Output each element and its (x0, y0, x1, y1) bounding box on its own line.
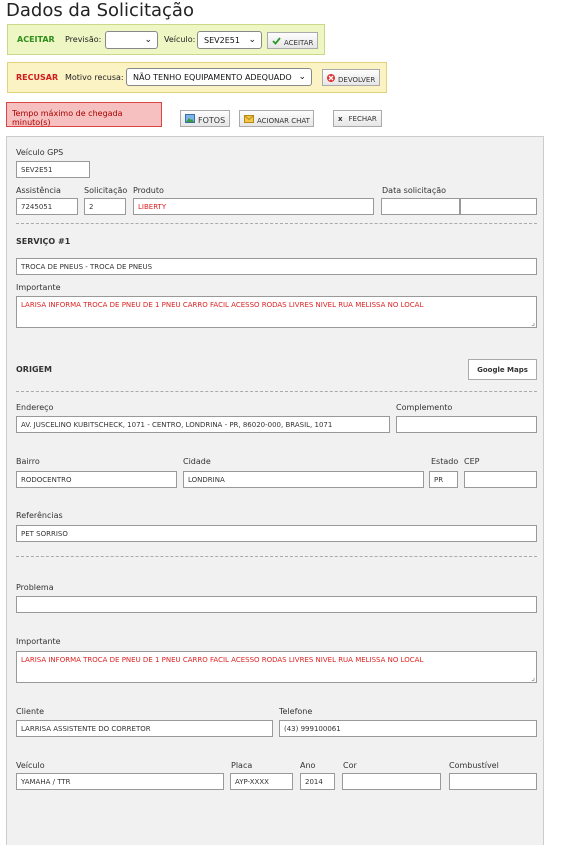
combustivel-label: Combustível (449, 761, 499, 770)
check-icon (272, 37, 281, 47)
motivo-value: NÃO TENHO EQUIPAMENTO ADEQUADO (133, 73, 292, 82)
chat-button-label: ACIONAR CHAT (257, 117, 310, 125)
referencias-field[interactable]: PET SORRISO (16, 525, 537, 542)
estado-label: Estado (431, 457, 459, 466)
estado-field[interactable]: PR (429, 471, 458, 488)
veiculo-select[interactable] (197, 31, 262, 49)
produto-field[interactable]: LIBERTY (133, 198, 374, 215)
chevron-down-icon: ⌄ (248, 35, 256, 45)
arrival-time-warning: Tempo máximo de chegada minuto(s) (6, 102, 162, 127)
x-red-icon (327, 74, 335, 84)
motivo-label: Motivo recusa: (65, 73, 124, 82)
divider (16, 223, 537, 224)
chevron-down-icon: ⌄ (298, 72, 306, 82)
importante-textarea[interactable] (16, 651, 537, 683)
origem-section-title: ORIGEM (16, 365, 52, 374)
veiculo-gps-label: Veículo GPS (16, 148, 64, 157)
page-title: Dados da Solicitação (6, 0, 194, 21)
divider (16, 391, 537, 392)
produto-label: Produto (133, 186, 164, 195)
importante-text: LARISA INFORMA TROCA DE PNEU DE 1 PNEU CARRO FACIL ACESSO RODAS LIVRES NIVEL RUA MELISSA NO LOCAL (21, 656, 424, 664)
solicitacao-field[interactable]: 2 (84, 198, 126, 215)
cliente-field[interactable]: LARRISA ASSISTENTE DO CORRETOR (16, 720, 273, 737)
data-solicitacao-date-field[interactable] (381, 198, 460, 215)
complemento-label: Complemento (396, 403, 453, 412)
assistencia-label: Assistência (16, 186, 61, 195)
data-solicitacao-time-field[interactable] (460, 198, 537, 215)
problema-label: Problema (16, 583, 54, 592)
bairro-label: Bairro (16, 457, 40, 466)
combustivel-field[interactable] (449, 773, 537, 790)
veiculo-label: Veículo: (164, 35, 196, 44)
ano-field[interactable]: 2014 (300, 773, 335, 790)
importante-label: Importante (16, 283, 61, 292)
previsao-label: Previsão: (65, 35, 102, 44)
request-details-panel (6, 136, 544, 845)
cidade-field[interactable]: LONDRINA (183, 471, 424, 488)
google-maps-button[interactable]: Google Maps (468, 359, 537, 380)
refuse-bar (7, 62, 387, 93)
accept-bar (7, 24, 325, 55)
placa-label: Placa (231, 761, 253, 770)
endereco-label: Endereço (16, 403, 54, 412)
veiculo-label: Veículo (16, 761, 45, 770)
cliente-label: Cliente (16, 707, 45, 716)
return-button[interactable] (322, 69, 380, 86)
cep-field[interactable] (464, 471, 537, 488)
referencias-label: Referências (16, 511, 63, 520)
motivo-select[interactable] (126, 68, 312, 86)
importante-textarea[interactable] (16, 296, 537, 328)
cep-label: CEP (464, 457, 480, 466)
cor-field[interactable] (342, 773, 441, 790)
veiculo-gps-field[interactable]: SEV2E51 (16, 161, 90, 178)
photos-button[interactable] (180, 110, 230, 127)
accept-button-label: ACEITAR (284, 39, 314, 47)
close-button[interactable] (333, 110, 382, 127)
refuse-label: RECUSAR (16, 73, 59, 82)
telefone-label: Telefone (279, 707, 313, 716)
image-icon (185, 114, 195, 125)
accept-label: ACEITAR (17, 35, 55, 44)
assistencia-field[interactable]: 7245051 (16, 198, 78, 215)
accept-button[interactable] (267, 32, 318, 49)
previsao-select[interactable] (105, 31, 158, 49)
servico-section-title: SERVIÇO #1 (16, 237, 71, 246)
endereco-field[interactable]: AV. JUSCELINO KUBITSCHECK, 1071 - CENTRO, LONDRINA - PR, 86020-000, BRASIL, 1071 (16, 416, 390, 433)
divider (16, 556, 537, 557)
telefone-field[interactable]: (43) 999100061 (279, 720, 537, 737)
ano-label: Ano (300, 761, 316, 770)
solicitacao-label: Solicitação (84, 186, 128, 195)
close-button-label: FECHAR (348, 115, 377, 123)
envelope-icon (244, 115, 254, 125)
resize-grip-icon[interactable]: ⌟ (531, 673, 535, 682)
bairro-field[interactable]: RODOCENTRO (16, 471, 177, 488)
importante-text: LARISA INFORMA TROCA DE PNEU DE 1 PNEU CARRO FACIL ACESSO RODAS LIVRES NIVEL RUA MELISSA NO LOCAL (21, 301, 424, 309)
cor-label: Cor (343, 761, 357, 770)
resize-grip-icon[interactable]: ⌟ (531, 318, 535, 327)
data-solicitacao-label: Data solicitação (382, 186, 447, 195)
close-icon: x (338, 115, 343, 123)
return-button-label: DEVOLVER (338, 76, 376, 84)
chat-button[interactable] (239, 110, 314, 127)
photos-button-label: FOTOS (198, 116, 226, 125)
problema-field[interactable] (16, 596, 537, 613)
veiculo-field[interactable]: YAMAHA / TTR (16, 773, 224, 790)
servico-field[interactable]: TROCA DE PNEUS - TROCA DE PNEUS (16, 258, 537, 275)
importante-label: Importante (16, 637, 61, 646)
placa-field[interactable]: AYP-XXXX (230, 773, 293, 790)
complemento-field[interactable] (396, 416, 537, 433)
chevron-down-icon: ⌄ (144, 35, 152, 45)
veiculo-value: SEV2E51 (204, 36, 240, 45)
cidade-label: Cidade (183, 457, 211, 466)
